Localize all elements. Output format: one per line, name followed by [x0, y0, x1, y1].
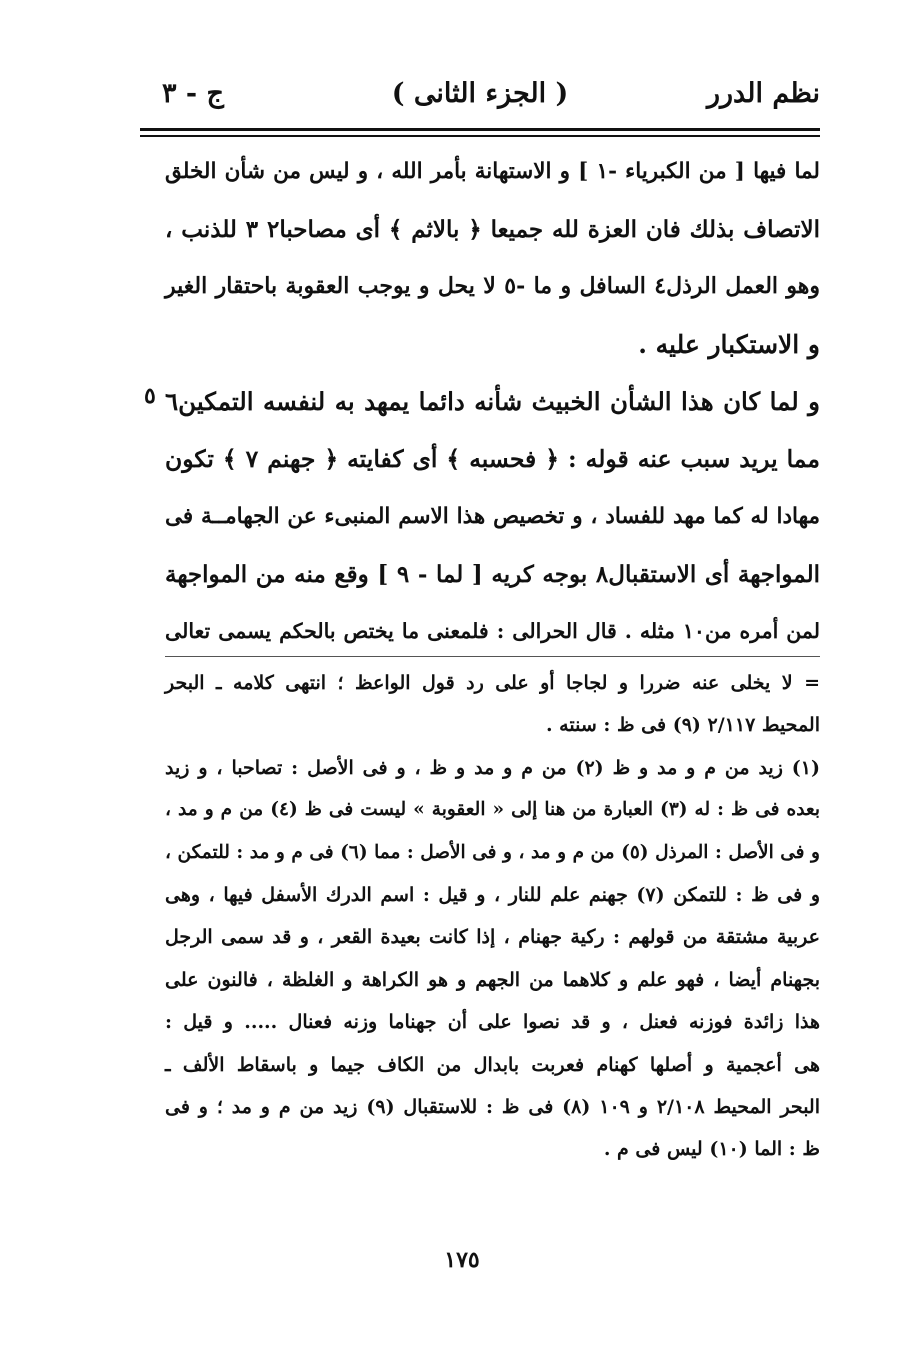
footnote-line: البحر المحيط ٢/١٠٨ و ١٠٩ (٨) فى ظ : للاستقبال (٩) زيد من م و مد ؛ و فى [165, 1096, 820, 1119]
footnote-separator [165, 656, 820, 657]
main-text-line: المواجهة أى الاستقبال٨ بوجه كريه [ لما - ٩ ] وقع منه من المواجهة [165, 560, 820, 588]
footnote-line: ظ : الما (١٠) ليس فى م . [603, 1138, 820, 1161]
main-text-line: الاتصاف بذلك فان العزة لله جميعا ﴿ بالاثم ﴾ أى مصاحبا٢ ٣ للذنب ، [165, 215, 820, 243]
footnote-line: هذا زائدة فوزنه فعنل ، و قد نصوا على أن جهناما وزنه فعنال ..... و قيل : [165, 1011, 820, 1034]
main-text [165, 143, 820, 661]
footnote-line: (١) زيد من م و مد و ظ (٢) من م و مد و ظ ، و فى الأصل : تصاحبا ، و زيد [165, 756, 820, 779]
header-rule-thick [140, 128, 820, 131]
footnote-line: بجهنام أيضا ، فهو علم و كلاهما من الجهم و هو الكراهة و الغلظة ، فالنون على [165, 968, 820, 991]
footnote-line: هى أعجمية و أصلها كهنام فعربت بابدال من الكاف جيما و باسقاط الألف ـ [165, 1053, 820, 1076]
footnote-line: بعده فى ظ : له (٣) العبارة من هنا إلى « العقوبة » ليست فى ظ (٤) من م و مد ، [165, 799, 820, 821]
page-header [140, 78, 820, 124]
main-text-line: وهو العمل الرذل٤ السافل و ما -٥ لا يحل و يوجب العقوبة باحتقار الغير [165, 273, 821, 299]
footnote-line: و فى ظ : للتمكن (٧) جهنم علم للنار ، و قيل : اسم الدرك الأسفل فيها ، وهى [165, 884, 820, 907]
main-text-line: مهادا له كما مهد للفساد ، و تخصيص هذا الاسم المنبىء عن الجهامــة فى [165, 504, 820, 529]
book-title: نظم الدرر [706, 78, 820, 109]
footnote-line: المحيط ٢/١١٧ (٩) فى ظ : سنته . [545, 714, 820, 737]
main-text-line: مما يريد سبب عنه قوله : ﴿ فحسبه ﴾ أى كفايته ﴿ جهنم ٧ ﴾ تكون [165, 444, 820, 473]
main-text-line: و لما كان هذا الشأن الخبيث شأنه دائما يمهد به لنفسه التمكين٦ [165, 387, 820, 416]
footnote-line: عربية مشتقة من قولهم : ركية جهنام ، إذا كانت بعيدة القعر ، و قد سمى الرجل [165, 926, 820, 949]
main-text-line: لمن أمره من١٠ مثله . قال الحرالى : فلمعنى ما يختص بالحكم يسمى تعالى [165, 619, 820, 643]
part-title: ( الجزء الثانى ) [391, 78, 569, 109]
footnote-line: و فى الأصل : المرذل (٥) من م و مد ، و فى الأصل : مما (٦) فى م و مد : للتمكن ، [165, 841, 820, 863]
page-number: ١٧٥ [444, 1247, 480, 1273]
line-number-marker: ٥ [144, 383, 156, 409]
header-rule-thin [140, 135, 820, 137]
volume-label: ج - ٣ [162, 78, 224, 109]
main-text-line: لما فيها [ من الكبرياء -١ ] و الاستهانة بأمر الله ، و ليس من شأن الخلق [165, 159, 820, 184]
footnote-line: = لا يخلى عنه ضررا و لجاجا أو على رد قول الواعظ ؛ انتهى كلامه ـ البحر [165, 672, 820, 694]
main-text-line: و الاستكبار عليه . [638, 329, 820, 359]
footnotes [165, 662, 820, 1171]
